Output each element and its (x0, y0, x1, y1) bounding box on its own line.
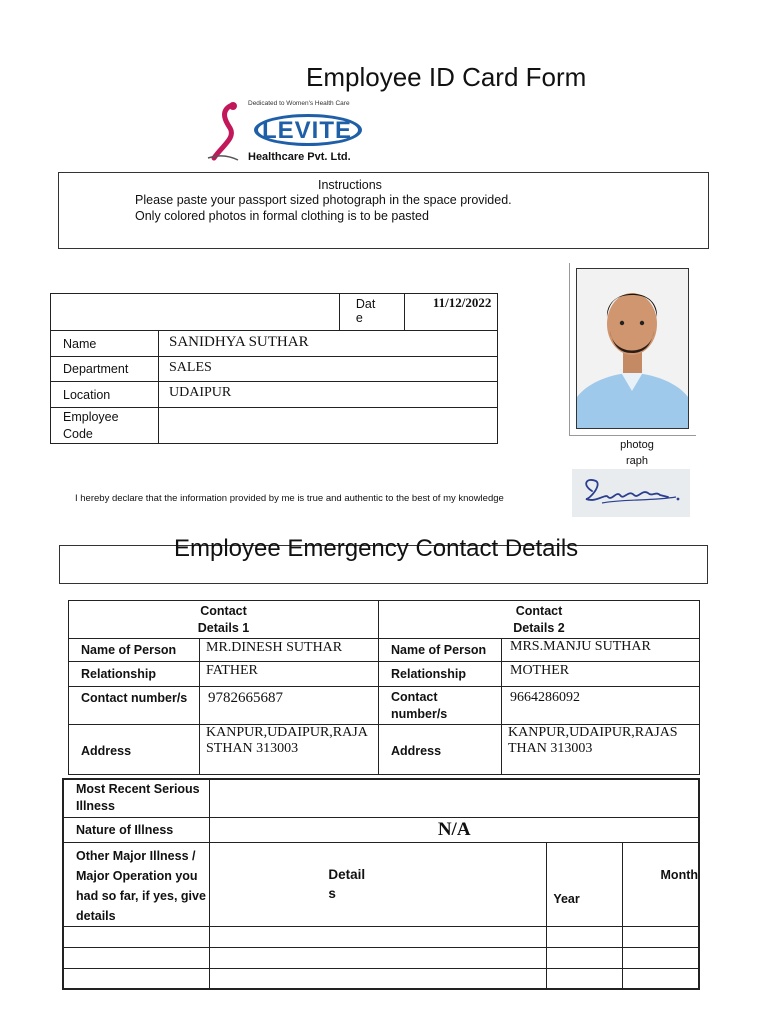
illness-row-1-details[interactable] (210, 926, 547, 947)
c1-contact-label: Contact number/s (69, 687, 200, 725)
logo-brand: LEVITE (262, 117, 353, 144)
c2-address-label: Address (379, 725, 502, 775)
name-label: Name (51, 331, 159, 357)
month-header: Month (622, 842, 699, 926)
c1-address-value[interactable]: KANPUR,UDAIPUR,RAJA STHAN 313003 (200, 725, 379, 775)
c1-relationship-label: Relationship (69, 662, 200, 687)
illness-row-3-month[interactable] (622, 968, 699, 989)
illness-row-2-blank (63, 947, 210, 968)
employee-code-value[interactable] (159, 408, 498, 444)
illness-row-2-details[interactable] (210, 947, 547, 968)
c1-name-label: Name of Person (69, 639, 200, 662)
name-value[interactable]: SANIDHYA SUTHAR (159, 331, 498, 357)
c2-name-label: Name of Person (379, 639, 502, 662)
instructions-line-2: Only colored photos in formal clothing is to be pasted (135, 209, 429, 223)
illness-row-2-year[interactable] (547, 947, 622, 968)
contact-details-2-header: Contact Details 2 (379, 601, 700, 639)
details-header: Detail s (210, 842, 547, 926)
photo-caption: photog raph (620, 439, 654, 467)
c2-name-value[interactable]: MRS.MANJU SUTHAR (502, 639, 700, 662)
employee-details-table (50, 293, 498, 444)
location-label: Location (51, 382, 159, 408)
declaration-text: I hereby declare that the information provided by me is true and authentic to the best of my knowledge (75, 493, 504, 504)
illness-row-1-blank (63, 926, 210, 947)
signature-image (572, 469, 690, 517)
recent-illness-label: Most Recent Serious Illness (63, 779, 210, 817)
illness-row-3-year[interactable] (547, 968, 622, 989)
emergency-title: Employee Emergency Contact Details (174, 535, 579, 562)
instructions-box (58, 172, 709, 249)
illness-row-1-month[interactable] (622, 926, 699, 947)
emergency-contact-table (68, 600, 700, 775)
department-value[interactable]: SALES (159, 357, 498, 382)
c2-relationship-label: Relationship (379, 662, 502, 687)
company-logo (200, 100, 365, 166)
other-illness-label: Other Major Illness / Major Operation you had so far, if yes, give details (63, 842, 210, 926)
recent-illness-value[interactable] (210, 779, 699, 817)
c2-contact-value[interactable]: 9664286092 (502, 687, 700, 725)
page-title: Employee ID Card Form (306, 62, 587, 92)
medical-history-table (62, 778, 700, 990)
c2-contact-label: Contact number/s (379, 687, 502, 725)
c1-contact-value[interactable]: 9782665687 (200, 687, 379, 725)
c2-address-value[interactable]: KANPUR,UDAIPUR,RAJAS THAN 313003 (502, 725, 700, 775)
blank-cell (51, 294, 340, 331)
date-label: Dat e (339, 294, 404, 331)
passport-photo (576, 268, 689, 429)
date-value[interactable]: 11/12/2022 (404, 294, 497, 331)
department-label: Department (51, 357, 159, 382)
logo-tagline: Dedicated to Women's Health Care (248, 100, 350, 107)
instructions-heading: Instructions (318, 178, 382, 192)
illness-row-3-blank (63, 968, 210, 989)
logo-company: Healthcare Pvt. Ltd. (248, 151, 351, 163)
employee-code-label: Employee Code (51, 408, 159, 444)
c1-relationship-value[interactable]: FATHER (200, 662, 379, 687)
c1-name-value[interactable]: MR.DINESH SUTHAR (200, 639, 379, 662)
c2-relationship-value[interactable]: MOTHER (502, 662, 700, 687)
nature-of-illness-label: Nature of Illness (63, 817, 210, 842)
year-header: Year (547, 842, 622, 926)
c1-address-label: Address (69, 725, 200, 775)
instructions-line-1: Please paste your passport sized photograph in the space provided. (135, 193, 512, 207)
contact-details-1-header: Contact Details 1 (69, 601, 379, 639)
illness-row-3-details[interactable] (210, 968, 547, 989)
illness-row-1-year[interactable] (547, 926, 622, 947)
illness-row-2-month[interactable] (622, 947, 699, 968)
nature-of-illness-value[interactable]: N/A (210, 817, 699, 842)
location-value[interactable]: UDAIPUR (159, 382, 498, 408)
